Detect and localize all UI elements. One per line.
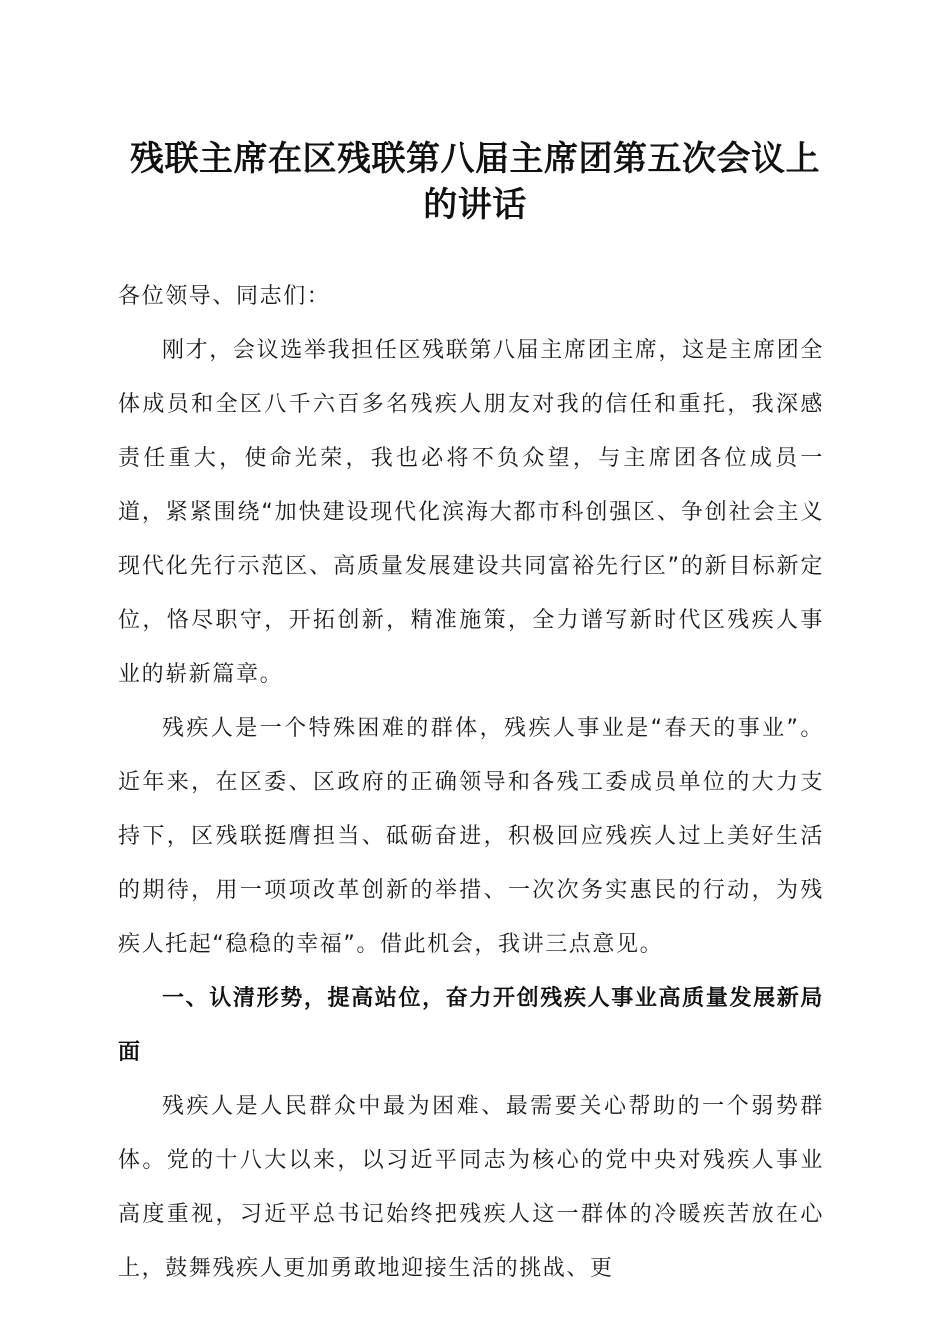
paragraph-intro: 刚才，会议选举我担任区残联第八届主席团主席，这是主席团全体成员和全区八千六百多名残疾人朋友对我的信任和重托，我深感责任重大，使命光荣，我也必将不负众望，与主席团各位成员一道，紧紧围绕“加快建设现代化滨海大都市科创强区、争创社会主义现代化先行示范区、高质量发展建设共同富裕先行区”的新目标新定位，恪尽职守，开拓创新，精准施策，全力谱写新时代区残疾人事业的崭新篇章。 (118, 338, 824, 687)
salutation: 各位领导、同志们： (118, 284, 331, 309)
section-paragraph: 残疾人是人民群众中最为困难、最需要关心帮助的一个弱势群体。党的十八大以来，以习近平同志为核心的党中央对残疾人事业高度重视，习近平总书记始终把残疾人这一群体的冷暖疾苦放在心上，鼓舞残疾人更加勇敢地迎接生活的挑战、更 (118, 1094, 824, 1281)
section-heading: 一、认清形势，提高站位，奋力开创残疾人事业高质量发展新局面 (118, 986, 824, 1065)
paragraph-background: 残疾人是一个特殊困难的群体，残疾人事业是“春天的事业”。近年来，在区委、区政府的正确领导和各残工委成员单位的大力支持下，区残联挺膺担当、砥砺奋进，积极回应残疾人过上美好生活的期待，用一项项改革创新的举措、一次次务实惠民的行动，为残疾人托起“稳稳的幸福”。借此机会，我讲三点意见。 (118, 716, 824, 957)
document-body (118, 270, 824, 1296)
document-title: 残联主席在区残联第八届主席团第五次会议上的讲话 (130, 139, 820, 225)
